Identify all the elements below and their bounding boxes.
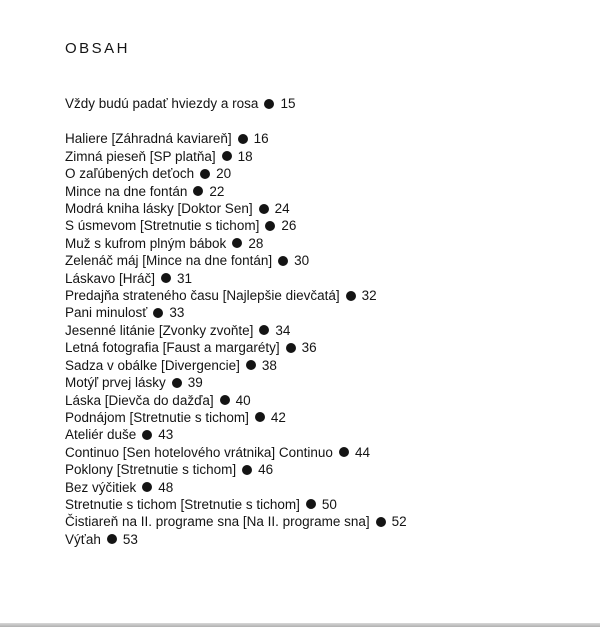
entry-title: Výťah [65,531,101,547]
list-item [65,322,407,339]
bullet-icon [238,134,248,144]
list-item [65,304,407,321]
entry-page: 32 [361,288,377,304]
entry-page: 39 [187,375,203,391]
bullet-icon [193,186,203,196]
bullet-icon [107,534,117,544]
bullet-icon [265,221,275,231]
bullet-icon [255,412,265,422]
bullet-icon [286,343,296,353]
list-item [65,200,407,217]
entry-title: S úsmevom [Stretnutie s tichom] [65,218,260,234]
list-item [65,479,407,496]
entry-page: 34 [275,322,291,338]
entry-title: Zelenáč máj [Mince na dne fontán] [65,253,273,269]
bullet-icon [259,325,269,335]
entry-title: Jesenné litánie [Zvonky zvoňte] [65,322,254,338]
list-item [65,444,407,461]
bullet-icon [376,517,386,527]
entry-title: O zaľúbených deťoch [65,166,195,182]
entry-title: Vždy budú padať hviezdy a rosa [65,96,259,111]
list-item [65,217,407,234]
entry-title: Láska [Dievča do dažďa] [65,392,214,408]
list-item [65,252,407,269]
entry-title: Čistiareň na II. programe sna [Na II. programe sna] [65,514,370,530]
entry-page: 26 [281,218,297,234]
list-item [65,287,407,304]
entry-page: 18 [237,148,253,164]
entry-title: Stretnutie s tichom [Stretnutie s tichom] [65,496,300,512]
list-item [65,374,407,391]
list-item [65,357,407,374]
list-item [65,531,407,548]
entry-page: 20 [216,166,232,182]
entry-title: Podnájom [Stretnutie s tichom] [65,409,249,425]
page-edge [0,623,600,627]
bullet-icon [232,238,242,248]
entry-page: 53 [122,531,138,547]
list-item [65,130,407,147]
list-item [65,513,407,530]
page-title: OBSAH [65,40,131,57]
bullet-icon [246,360,256,370]
list-item [65,496,407,513]
bullet-icon [339,447,349,457]
entry-page: 24 [274,201,290,217]
entry-page: 30 [294,253,310,269]
entry-title: Haliere [Záhradná kaviareň] [65,131,232,147]
list-item [65,392,407,409]
bullet-icon [264,99,274,109]
bullet-icon [161,273,171,283]
bullet-icon [222,151,232,161]
entry-title: Continuo [Sen hotelového vrátnika] Continuo [65,444,333,460]
entry-title: Sadza v obálke [Divergencie] [65,357,240,373]
list-item [65,183,407,200]
entry-page: 15 [280,96,296,111]
entry-page: 22 [209,183,225,199]
entry-title: Mince na dne fontán [65,183,188,199]
list-item [65,235,407,252]
entry-page: 43 [158,427,174,443]
bullet-icon [242,465,252,475]
entry-title: Láskavo [Hráč] [65,270,156,286]
entry-page: 40 [235,392,251,408]
list-item [65,148,407,165]
entry-title: Muž s kufrom plným bábok [65,235,227,251]
entry-page: 16 [253,131,269,147]
entry-page: 28 [248,235,264,251]
entry-title: Letná fotografia [Faust a margaréty] [65,340,280,356]
entry-title: Ateliér duše [65,427,137,443]
bullet-icon [142,482,152,492]
entry-title: Pani minulosť [65,305,148,321]
list-item [65,426,407,443]
entry-page: 44 [354,444,370,460]
bullet-icon [278,256,288,266]
entry-title: Predajňa strateného času [Najlepšie dievčatá] [65,288,340,304]
entry-page: 33 [169,305,185,321]
bullet-icon [346,291,356,301]
list-item [65,270,407,287]
bullet-icon [153,308,163,318]
entry-page: 46 [258,462,274,478]
entry-page: 36 [301,340,317,356]
bullet-icon [306,499,316,509]
entry-title: Bez výčitiek [65,479,137,495]
table-of-contents [65,95,407,548]
entry-page: 52 [391,514,407,530]
bullet-icon [172,378,182,388]
list-item [65,461,407,478]
list-item [65,165,407,182]
entry-page: 50 [321,496,337,512]
entry-page: 31 [177,270,193,286]
bullet-icon [259,204,269,214]
entry-title: Zimná pieseň [SP platňa] [65,148,216,164]
list-item [65,95,407,112]
entry-page: 42 [270,409,286,425]
bullet-icon [200,169,210,179]
entry-title: Motýľ prvej lásky [65,375,166,391]
entry-title: Modrá kniha lásky [Doktor Sen] [65,201,253,217]
entry-page: 48 [158,479,174,495]
list-item [65,409,407,426]
entry-title: Poklony [Stretnutie s tichom] [65,462,237,478]
bullet-icon [142,430,152,440]
list-item [65,339,407,356]
entry-page: 38 [261,357,277,373]
bullet-icon [220,395,230,405]
